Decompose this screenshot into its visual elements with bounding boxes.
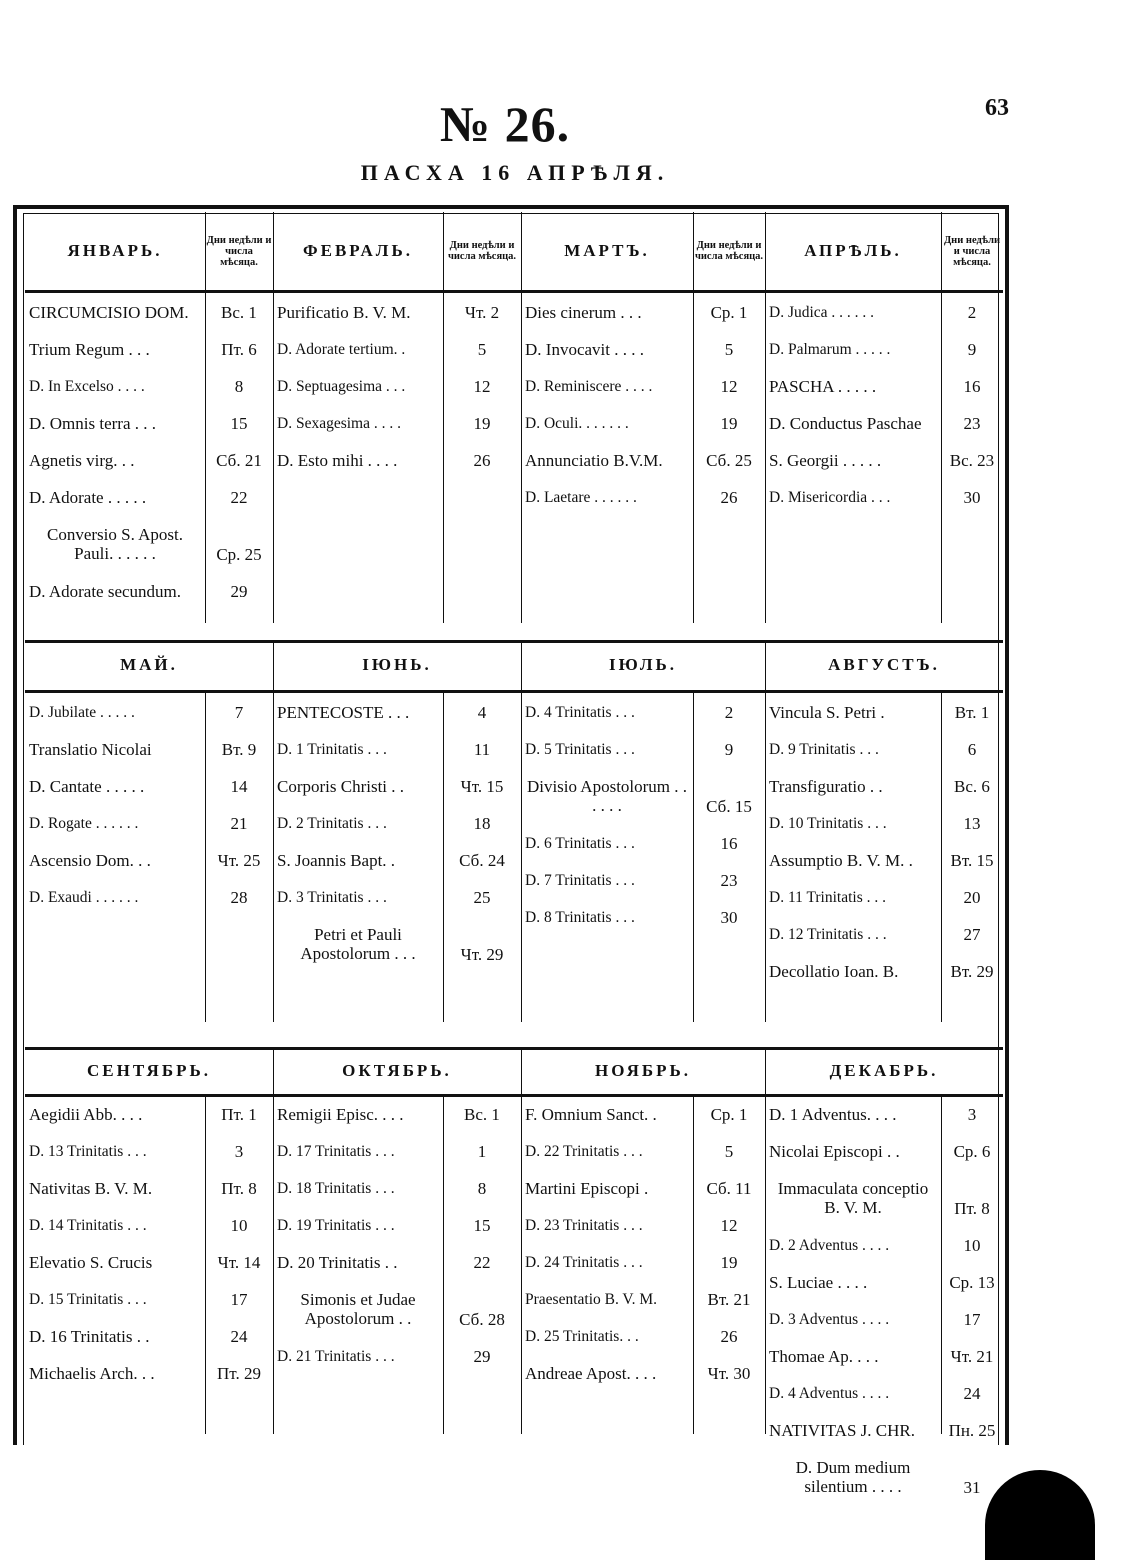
column-rule (765, 1096, 766, 1434)
feast-name: D. Palmarum . . . . . (769, 341, 891, 358)
feast-name: Divisio Apostolorum . . . . . . (526, 777, 688, 815)
feast-name: D. 25 Trinitatis. . . (525, 1328, 639, 1345)
feast-name: Nicolai Episcopi . . (769, 1142, 900, 1161)
feast-name: D. Exaudi . . . . . . (29, 889, 139, 906)
feast-name: Vincula S. Petri . (769, 703, 885, 722)
feast-day: 31 (963, 1478, 981, 1497)
feast-day: Ср. 13 (949, 1273, 995, 1292)
column-rule (521, 692, 522, 1022)
feast-name: Agnetis virg. . . (29, 451, 135, 470)
feast-day: 30 (720, 908, 738, 927)
month-name: МАРТЪ. (564, 241, 650, 260)
column-rule (273, 692, 274, 1022)
feast-name: Transfiguratio . . (769, 777, 883, 796)
feast-day: Вс. 6 (954, 777, 990, 796)
feast-name: D. Cantate . . . . . (29, 777, 145, 796)
feast-day: 19 (720, 1253, 738, 1272)
feast-day: 3 (967, 1105, 977, 1124)
feast-name: S. Georgii . . . . . (769, 451, 882, 470)
feast-day: Пт. 8 (221, 1179, 257, 1198)
feast-day: 24 (963, 1384, 981, 1403)
feast-name: D. Jubilate . . . . . (29, 704, 135, 721)
feast-day: 16 (963, 377, 981, 396)
feast-day: Пн. 25 (948, 1421, 996, 1440)
feast-day: 25 (473, 888, 491, 907)
feast-name: Andreae Apost. . . . (525, 1364, 657, 1383)
feast-name: D. 2 Trinitatis . . . (277, 815, 387, 832)
feast-day: 9 (967, 340, 977, 359)
month-name: ОКТЯБРЬ. (342, 1060, 452, 1080)
feast-day: 29 (230, 582, 248, 601)
feast-name: D. Judica . . . . . . (769, 304, 875, 321)
feast-day: 26 (720, 488, 738, 507)
feast-day: 14 (230, 777, 248, 796)
feast-name: D. 24 Trinitatis . . . (525, 1254, 643, 1271)
month-name: ЯНВАРЬ. (67, 241, 163, 260)
feast-day: 13 (963, 814, 981, 833)
month-name: СЕНТЯБРЬ. (87, 1060, 211, 1080)
feast-day: 16 (720, 834, 738, 853)
feast-name: PENTECOSTE . . . (277, 703, 410, 722)
page-title: № 26. (439, 96, 571, 152)
month-name: НОЯБРЬ. (595, 1060, 691, 1080)
feast-name: Decollatio Ioan. B. (769, 962, 899, 981)
month-name: АВГУСТЪ. (828, 655, 940, 674)
feast-name: D. 9 Trinitatis . . . (769, 741, 879, 758)
column-rule (273, 293, 274, 623)
feast-day: Ср. 6 (953, 1142, 991, 1161)
feast-name: D. Sexagesima . . . . (277, 415, 401, 432)
month-name: МАЙ. (120, 655, 178, 674)
feast-day: 19 (473, 414, 491, 433)
feast-name: D. Adorate . . . . . (29, 488, 147, 507)
feast-day: Сб. 11 (706, 1179, 752, 1198)
feast-day: 11 (473, 740, 491, 759)
feast-name: Martini Episcopi . (525, 1179, 649, 1198)
feast-day: 28 (230, 888, 248, 907)
feast-name: D. 12 Trinitatis . . . (769, 926, 887, 943)
feast-day: 8 (477, 1179, 487, 1198)
feast-day: 6 (967, 740, 977, 759)
feast-day: Вт. 1 (954, 703, 990, 722)
feast-name: Dies cinerum . . . (525, 303, 642, 322)
feast-name: CIRCUMCISIO DOM. (29, 303, 189, 322)
feast-day: 26 (720, 1327, 738, 1346)
feast-day: Вт. 15 (950, 851, 994, 870)
feast-name: Remigii Episc. . . . (277, 1105, 404, 1124)
month-name: ІЮЛЬ. (608, 655, 678, 674)
feast-day: 22 (230, 488, 248, 507)
feast-name: D. Adorate tertium. . (277, 341, 406, 358)
feast-day: 15 (230, 414, 248, 433)
feast-name: Aegidii Abb. . . . (29, 1105, 143, 1124)
feast-name: S. Luciae . . . . (769, 1273, 868, 1292)
feast-day: 17 (963, 1310, 981, 1329)
feast-day: Сб. 15 (706, 797, 752, 816)
feast-name: D. 3 Adventus . . . . (769, 1311, 890, 1328)
feast-name: Conversio S. Apost. Pauli. . . . . . (46, 525, 184, 563)
feast-name: S. Joannis Bapt. . (277, 851, 396, 870)
feast-name: D. Reminiscere . . . . (525, 378, 653, 395)
feast-name: D. 19 Trinitatis . . . (277, 1217, 395, 1234)
feast-name: D. Septuagesima . . . (277, 378, 406, 395)
feast-day: Сб. 24 (459, 851, 505, 870)
feast-name: D. Misericordia . . . (769, 489, 891, 506)
feast-day: 24 (230, 1327, 248, 1346)
feast-day: 23 (720, 871, 738, 890)
feast-name: D. 4 Adventus . . . . (769, 1385, 890, 1402)
feast-name: D. 1 Adventus. . . . (769, 1105, 897, 1124)
feast-name: D. Omnis terra . . . (29, 414, 157, 433)
days-column-header: Дни недѣли и числа мѣсяца. (943, 234, 1001, 268)
feast-day: Пт. 8 (954, 1199, 990, 1218)
month-name: ІЮНЬ. (362, 655, 432, 674)
feast-day: Чт. 15 (460, 777, 504, 796)
feast-day: Вс. 23 (949, 451, 995, 470)
feast-day: Чт. 21 (950, 1347, 994, 1366)
feast-day: 1 (477, 1142, 487, 1161)
month-name: ДЕКАБРЬ. (829, 1060, 939, 1080)
page-number: 63 (985, 95, 1009, 121)
feast-day: 10 (963, 1236, 981, 1255)
feast-day: 15 (473, 1216, 491, 1235)
feast-name: Michaelis Arch. . . (29, 1364, 155, 1383)
feast-day: Ср. 1 (710, 303, 748, 322)
feast-day: Сб. 28 (459, 1310, 505, 1329)
feast-name: D. 2 Adventus . . . . (769, 1237, 890, 1254)
feast-day: Сб. 21 (216, 451, 262, 470)
feast-day: 22 (473, 1253, 491, 1272)
feast-day: 17 (230, 1290, 248, 1309)
feast-name: Corporis Christi . . (277, 777, 405, 796)
feast-day: Сб. 25 (706, 451, 752, 470)
feast-name: D. Invocavit . . . . (525, 340, 644, 359)
feast-day: 26 (473, 451, 491, 470)
feast-name: D. Dum medium silentium . . . . (795, 1458, 911, 1496)
feast-day: 2 (724, 703, 734, 722)
feast-day: 5 (477, 340, 487, 359)
feast-name: D. 1 Trinitatis . . . (277, 741, 387, 758)
feast-day: 8 (234, 377, 244, 396)
feast-day: Ср. 25 (216, 545, 262, 564)
feast-day: Пт. 1 (221, 1105, 257, 1124)
feast-day: Ср. 1 (710, 1105, 748, 1124)
feast-day: 23 (963, 414, 981, 433)
feast-name: Purificatio B. V. M. (277, 303, 411, 322)
feast-name: D. 17 Trinitatis . . . (277, 1143, 395, 1160)
feast-day: 27 (963, 925, 981, 944)
feast-day: Пт. 6 (221, 340, 257, 359)
feast-name: Elevatio S. Crucis (29, 1253, 153, 1272)
feast-name: D. 10 Trinitatis . . . (769, 815, 887, 832)
feast-day: Чт. 2 (464, 303, 500, 322)
feast-day: 21 (230, 814, 248, 833)
feast-name: Ascensio Dom. . . (29, 851, 151, 870)
feast-day: Вт. 21 (707, 1290, 751, 1309)
feast-day: Вт. 29 (950, 962, 994, 981)
feast-day: Пт. 29 (217, 1364, 261, 1383)
quarter-section (25, 640, 1003, 1032)
feast-name: D. 21 Trinitatis . . . (277, 1348, 395, 1365)
feast-day: Вс. 1 (221, 303, 257, 322)
feast-name: D. Laetare . . . . . . (525, 489, 637, 506)
feast-day: 12 (473, 377, 491, 396)
feast-day: 4 (477, 703, 487, 722)
feast-name: D. 4 Trinitatis . . . (525, 704, 635, 721)
feast-name: D. Rogate . . . . . . (29, 815, 139, 832)
month-name: АПРѢЛЬ. (804, 241, 902, 260)
days-column-header: Дни недѣли и числа мѣсяца. (447, 240, 517, 262)
feast-day: 20 (963, 888, 981, 907)
column-rule (765, 692, 766, 1022)
feast-name: PASCHA . . . . . (769, 377, 877, 396)
column-rule (273, 1096, 274, 1434)
feast-name: D. In Excelso . . . . (29, 378, 145, 395)
feast-name: Immaculata conceptio B. V. M. (777, 1179, 929, 1217)
feast-day: 12 (720, 1216, 738, 1235)
month-name: ФЕВРАЛЬ. (303, 241, 413, 260)
column-rule (521, 1096, 522, 1434)
feast-day: 18 (473, 814, 491, 833)
feast-name: D. 18 Trinitatis . . . (277, 1180, 395, 1197)
feast-name: D. 14 Trinitatis . . . (29, 1217, 147, 1234)
feast-name: NATIVITAS J. CHR. (769, 1421, 915, 1440)
days-column-header: Дни недѣли и числа мѣсяца. (694, 240, 764, 262)
feast-day: 3 (234, 1142, 244, 1161)
feast-name: D. 3 Trinitatis . . . (277, 889, 387, 906)
feast-name: Translatio Nicolai (29, 740, 152, 759)
feast-day: Чт. 29 (460, 945, 504, 964)
feast-name: D. Oculi. . . . . . . (525, 415, 629, 432)
feast-name: D. 8 Trinitatis . . . (525, 909, 635, 926)
feast-day: Вс. 1 (464, 1105, 500, 1124)
column-rule (765, 293, 766, 623)
feast-day: 12 (720, 377, 738, 396)
column-rule (521, 293, 522, 623)
feast-day: Чт. 25 (217, 851, 261, 870)
feast-name: D. 16 Trinitatis . . (29, 1327, 150, 1346)
feast-name: Annunciatio B.V.M. (525, 451, 663, 470)
feast-day: Вт. 9 (221, 740, 257, 759)
feast-day: 9 (724, 740, 734, 759)
feast-name: D. 11 Trinitatis . . . (769, 889, 886, 906)
feast-name: D. 5 Trinitatis . . . (525, 741, 635, 758)
feast-day: Чт. 14 (217, 1253, 261, 1272)
feast-name: Simonis et Judae Apostolorum . . (300, 1290, 416, 1328)
quarter-section (25, 1047, 1003, 1497)
feast-day: 10 (230, 1216, 248, 1235)
feast-name: D. 22 Trinitatis . . . (525, 1143, 643, 1160)
quarter-section (25, 212, 1003, 633)
feast-name: Praesentatio B. V. M. (525, 1291, 658, 1308)
page-subtitle: ПАСХА 16 АПРѢЛЯ. (360, 160, 670, 185)
feast-name: D. 23 Trinitatis . . . (525, 1217, 643, 1234)
feast-name: D. Adorate secundum. (29, 582, 182, 601)
feast-name: F. Omnium Sanct. . (525, 1105, 657, 1124)
feast-day: 30 (963, 488, 981, 507)
feast-name: Petri et Pauli Apostolorum . . . (300, 925, 416, 963)
feast-name: D. Conductus Paschae (769, 414, 922, 433)
feast-name: D. 13 Trinitatis . . . (29, 1143, 147, 1160)
feast-name: Trium Regum . . . (29, 340, 150, 359)
feast-day: 5 (724, 340, 734, 359)
feast-day: 2 (967, 303, 977, 322)
feast-name: D. 6 Trinitatis . . . (525, 835, 635, 852)
feast-day: 29 (473, 1347, 491, 1366)
feast-name: D. 15 Trinitatis . . . (29, 1291, 147, 1308)
feast-day: 7 (234, 703, 244, 722)
feast-day: Чт. 30 (707, 1364, 751, 1383)
feast-name: D. 7 Trinitatis . . . (525, 872, 635, 889)
feast-name: Nativitas B. V. M. (29, 1179, 153, 1198)
feast-day: 19 (720, 414, 738, 433)
feast-name: D. 20 Trinitatis . . (277, 1253, 398, 1272)
feast-day: 5 (724, 1142, 734, 1161)
feast-name: D. Esto mihi . . . . (277, 451, 398, 470)
feast-name: Thomae Ap. . . . (769, 1347, 879, 1366)
days-column-header: Дни недѣли и числа мѣсяца. (206, 234, 272, 268)
feast-name: Assumptio B. V. M. . (769, 851, 913, 870)
